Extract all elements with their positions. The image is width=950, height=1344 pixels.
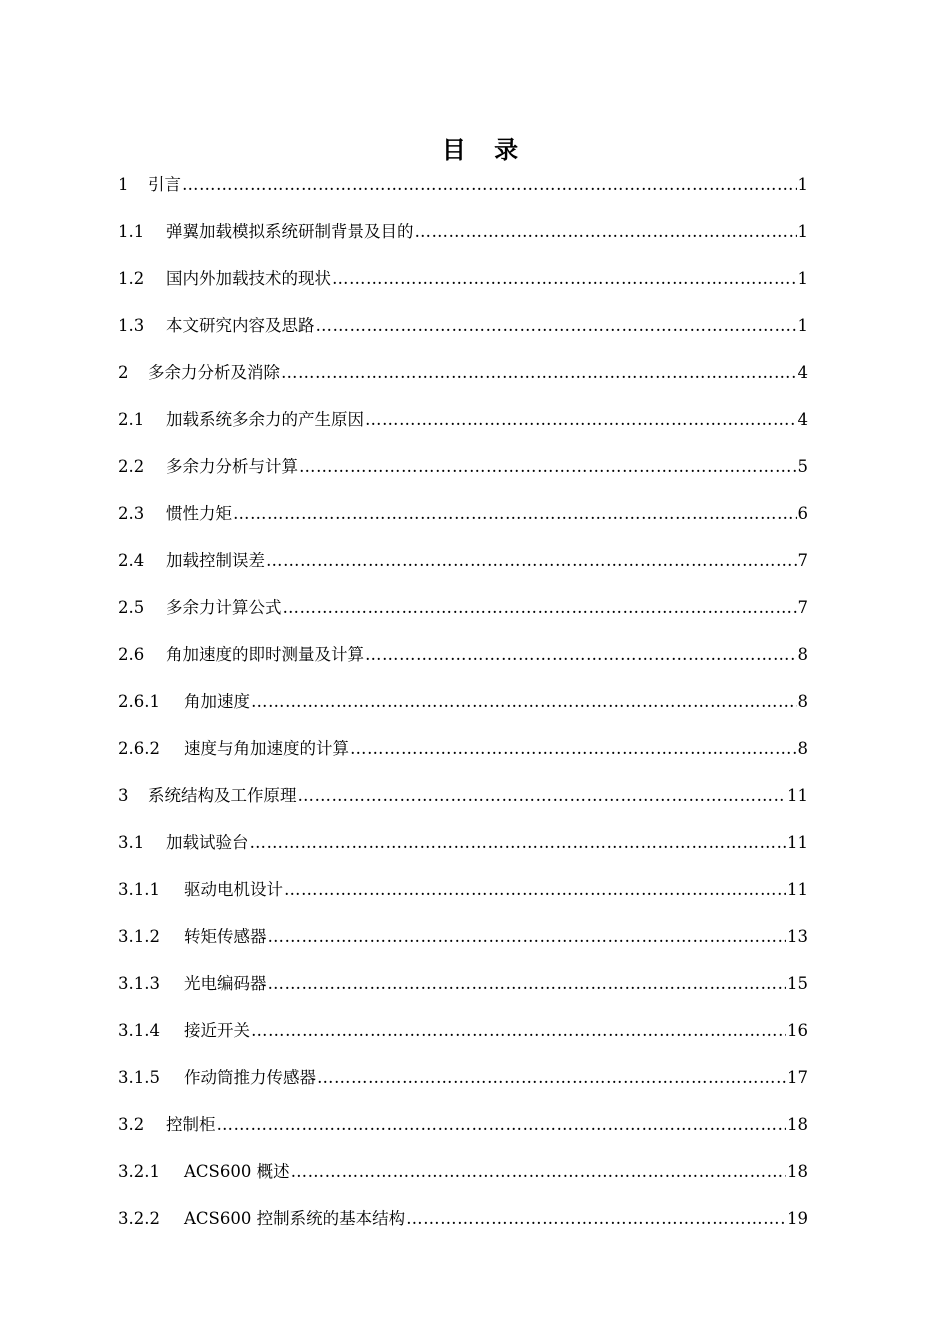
toc-entry-page: 1 [797,269,808,288]
dot-leader [182,172,797,198]
toc-entry-number: 3.1 [118,833,145,852]
toc-entry[interactable] [118,924,808,971]
toc-entry-number: 1.3 [118,316,145,335]
dot-leader [281,360,797,386]
toc-entry-page: 8 [797,739,808,758]
dot-leader [250,830,787,856]
toc-entry[interactable] [118,1112,808,1159]
dot-leader [251,1018,786,1044]
toc-entry-text: 接近开关 [184,1021,250,1040]
toc-entry[interactable] [118,407,808,454]
dot-leader [317,1065,786,1091]
toc-entry[interactable] [118,360,808,407]
toc-entry-page: 11 [787,880,808,899]
dot-leader [332,266,797,292]
toc-entry-number: 2.2 [118,457,145,476]
toc-entry-page: 16 [787,1021,808,1040]
toc-entry-number: 3.1.3 [118,974,160,993]
toc-entry-number: 2.6.1 [118,692,160,711]
toc-entry-text: 驱动电机设计 [184,880,283,899]
toc-title: 目 录 [441,136,529,164]
dot-leader [299,454,797,480]
toc-entry[interactable] [118,1206,808,1253]
dot-leader [268,924,787,950]
toc-entry[interactable] [118,830,808,877]
toc-entry-text: 加载系统多余力的产生原因 [166,410,364,429]
toc-entry-page: 4 [797,410,808,429]
dot-leader [350,736,797,762]
toc-entry-page: 6 [797,504,808,523]
toc-entry-text: 本文研究内容及思路 [166,316,315,335]
toc-entry-text: 弹翼加载模拟系统研制背景及目的 [166,222,414,241]
dot-leader [233,501,797,527]
dot-leader [268,971,787,997]
toc-entry-page: 18 [787,1115,808,1134]
toc-entry[interactable] [118,1065,808,1112]
toc-entry-text: ACS600 控制系统的基本结构 [184,1209,406,1228]
toc-entry-text: ACS600 概述 [184,1162,290,1181]
toc-entry[interactable] [118,595,808,642]
toc-entry[interactable] [118,736,808,783]
toc-entry-page: 4 [797,363,808,382]
dot-leader [291,1159,786,1185]
toc-entry-number: 2.3 [118,504,145,523]
toc-entry-text: 控制柜 [166,1115,216,1134]
toc-entry-number: 2 [118,363,129,382]
toc-entry-number: 3.1.2 [118,927,160,946]
toc-entry-page: 13 [787,927,808,946]
toc-entry-page: 19 [787,1209,808,1228]
toc-entry-page: 7 [797,598,808,617]
toc-entry-text: 系统结构及工作原理 [148,786,297,805]
toc-entry-page: 17 [787,1068,808,1087]
toc-entry-number: 3 [118,786,129,805]
toc-entry-page: 1 [797,175,808,194]
toc-entry-text: 多余力计算公式 [166,598,282,617]
toc-entry-page: 18 [787,1162,808,1181]
dot-leader [415,219,797,245]
toc-entry-page: 15 [787,974,808,993]
toc-entry-number: 3.1.4 [118,1021,160,1040]
toc-entry-text: 引言 [148,175,181,194]
toc-entry-number: 2.6.2 [118,739,160,758]
toc-entry-text: 多余力分析及消除 [148,363,280,382]
toc-entry-text: 加载试验台 [166,833,249,852]
toc-entry[interactable] [118,313,808,360]
toc-entry-page: 8 [797,645,808,664]
toc-entry[interactable] [118,689,808,736]
dot-leader [316,313,797,339]
toc-entry-number: 3.2.2 [118,1209,160,1228]
toc-entry-number: 3.1.5 [118,1068,160,1087]
dot-leader [284,877,786,903]
toc-entry-number: 3.2.1 [118,1162,160,1181]
toc-entry-text: 惯性力矩 [166,504,232,523]
toc-entry-text: 角加速度 [184,692,250,711]
toc-entry-text: 光电编码器 [184,974,267,993]
toc-entry-number: 1.2 [118,269,145,288]
toc-entry-text: 国内外加载技术的现状 [166,269,331,288]
toc-entry[interactable] [118,783,808,830]
toc-entry[interactable] [118,971,808,1018]
toc-entry-number: 1.1 [118,222,145,241]
toc-entry[interactable] [118,1018,808,1065]
dot-leader [298,783,787,809]
toc-entry-number: 1 [118,175,129,194]
toc-entry[interactable] [118,642,808,689]
toc-entry-text: 作动筒推力传感器 [184,1068,316,1087]
toc-entry-page: 5 [797,457,808,476]
dot-leader [365,642,797,668]
toc-entry-page: 11 [787,786,808,805]
dot-leader [217,1112,787,1138]
toc-entry[interactable] [118,172,808,219]
toc-entry[interactable] [118,219,808,266]
toc-entry-page: 8 [797,692,808,711]
toc-entry[interactable] [118,266,808,313]
toc-entry-number: 2.6 [118,645,145,664]
toc-entry[interactable] [118,1159,808,1206]
toc-entry-number: 2.5 [118,598,145,617]
toc-entry-number: 3.1.1 [118,880,160,899]
toc-entry-page: 1 [797,222,808,241]
dot-leader [406,1206,786,1232]
table-of-contents [118,172,808,1253]
toc-entry[interactable] [118,548,808,595]
toc-entry-page: 7 [797,551,808,570]
toc-entry[interactable] [118,454,808,501]
toc-entry-text: 加载控制误差 [166,551,265,570]
toc-entry-page: 1 [797,316,808,335]
toc-entry-page: 11 [787,833,808,852]
toc-entry-text: 多余力分析与计算 [166,457,298,476]
dot-leader [251,689,797,715]
toc-entry[interactable] [118,501,808,548]
toc-entry-text: 角加速度的即时测量及计算 [166,645,364,664]
dot-leader [283,595,797,621]
dot-leader [266,548,797,574]
dot-leader [365,407,797,433]
toc-entry-number: 2.1 [118,410,145,429]
toc-entry[interactable] [118,877,808,924]
toc-entry-text: 转矩传感器 [184,927,267,946]
toc-entry-number: 2.4 [118,551,145,570]
toc-entry-text: 速度与角加速度的计算 [184,739,349,758]
toc-entry-number: 3.2 [118,1115,145,1134]
